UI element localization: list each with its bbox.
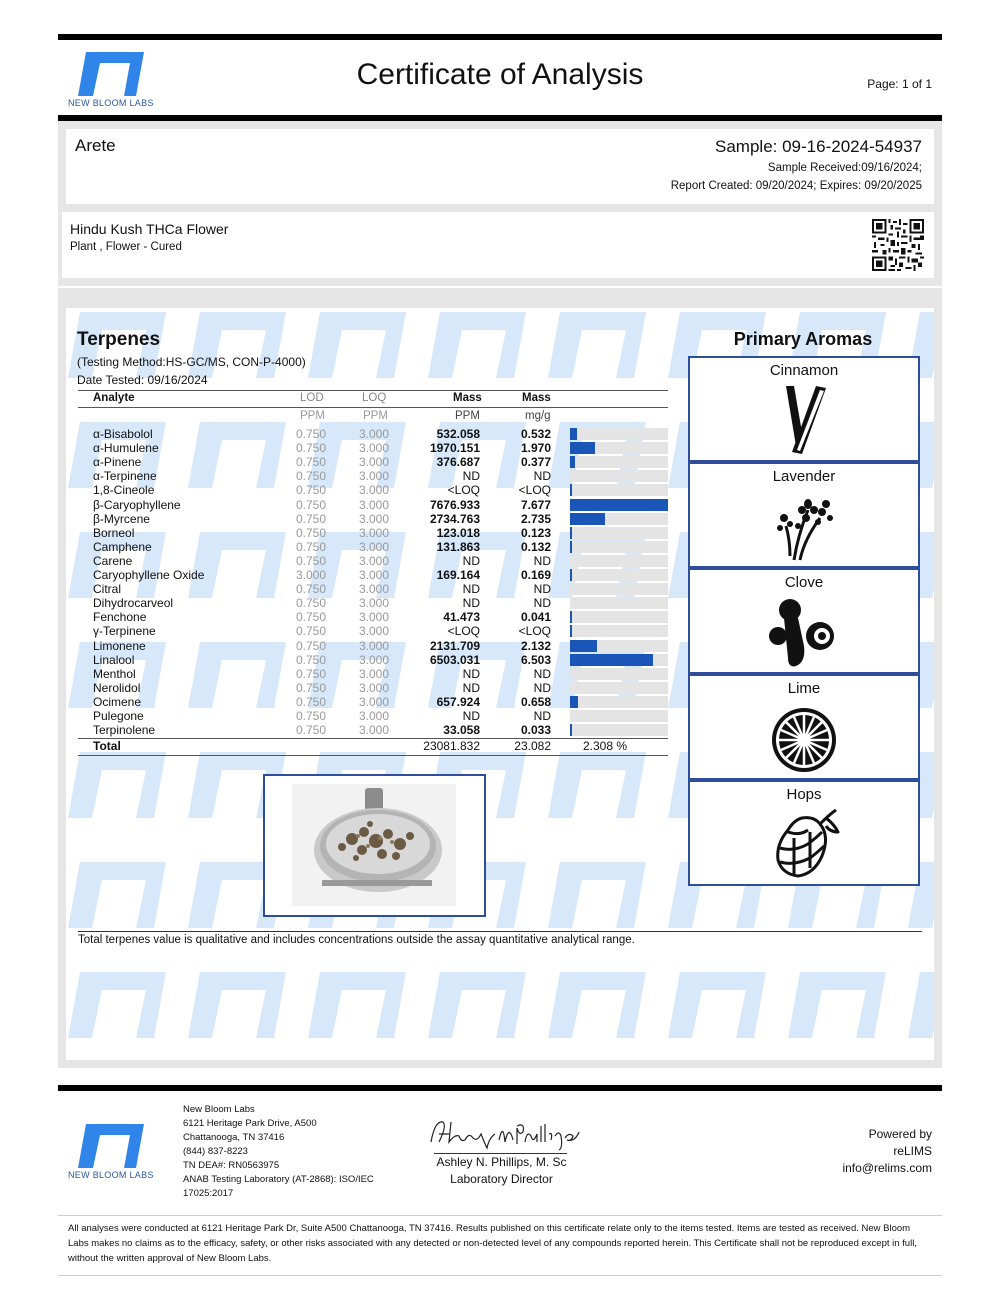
analyte-name: Linalool (93, 652, 135, 667)
footer-top-rule (58, 1085, 942, 1091)
analyte-name: Fenchone (93, 610, 147, 625)
footer-logo (68, 1124, 168, 1184)
table-header-rule (78, 407, 668, 408)
bar-fill (570, 611, 572, 623)
address-line: TN DEA#: RN0563975 (183, 1160, 280, 1171)
bar-fill (570, 484, 572, 496)
mass-ppm-value: <LOQ (447, 624, 480, 639)
mass-ppm-value: 376.687 (436, 455, 480, 470)
analyte-name: Menthol (93, 666, 136, 681)
footnote-rule (78, 931, 922, 932)
loq-value: 3.000 (358, 610, 389, 625)
aroma-label: Clove (784, 574, 824, 591)
mass-ppm-value: 33.058 (443, 723, 480, 738)
loq-value: 3.000 (358, 666, 389, 681)
powered-by-label: Powered by (868, 1127, 932, 1141)
bar-fill (570, 724, 572, 736)
lod-value: 0.750 (295, 596, 326, 611)
lod-value: 0.750 (295, 582, 326, 597)
lod-value: 0.750 (295, 525, 326, 540)
mass-mg-value: 2.132 (520, 638, 551, 653)
testing-method: (Testing Method:HS-GC/MS, CON-P-4000) (77, 355, 306, 369)
lod-value: 0.750 (295, 694, 326, 709)
report-dates: Report Created: 09/20/2024; Expires: 09/20/2025 (670, 180, 922, 192)
total-ppm: 23081.832 (423, 739, 480, 753)
disclaimer-text: All analyses were conducted at 6121 Heritage Park Dr, Suite A500 Chattanooga, TN 37416. Results published on this certificate relate only to the items tested. Items are tested as received. New Bloom Labs makes no claims as to the efficacy, safety, or other risks associated with any detected or non-detected level of any compounds reported herein. This Certificate shall not be reproduced except in full, without the written approval of New Bloom Labs. (68, 1223, 917, 1264)
loq-value: 3.000 (358, 596, 389, 611)
bar-fill (570, 654, 653, 666)
mass-mg-value: ND (533, 596, 551, 611)
analyte-name: Pulegone (93, 709, 144, 723)
mass-ppm-value: ND (462, 582, 480, 597)
mass-mg-value: 6.503 (520, 652, 551, 667)
top-rule (58, 34, 942, 40)
mass-ppm-value: ND (462, 553, 480, 568)
lod-value: 0.750 (295, 652, 326, 667)
powered-by-brand: reLIMS (893, 1144, 932, 1158)
header-mass-ppm: Mass (453, 392, 482, 404)
client-name: Arete (75, 136, 116, 155)
aroma-lime (688, 674, 920, 780)
analyte-name: α-Humulene (93, 441, 159, 456)
mass-mg-value: 0.658 (520, 694, 551, 709)
lod-value: 0.750 (295, 427, 326, 441)
bar-track (570, 442, 668, 454)
date-tested: Date Tested: 09/16/2024 (77, 373, 208, 387)
loq-value: 3.000 (358, 723, 389, 738)
primary-aromas-title: Primary Aromas (733, 329, 873, 349)
bar-fill (570, 569, 572, 581)
loq-value: 3.000 (358, 441, 389, 456)
bar-fill (570, 696, 578, 708)
logo-mark-icon (78, 1124, 144, 1168)
mass-mg-value: ND (533, 680, 551, 695)
header-analyte: Analyte (93, 392, 135, 404)
mass-mg-value: ND (533, 553, 551, 568)
aroma-label: Hops (786, 786, 822, 803)
bar-track (570, 499, 668, 511)
lod-value: 0.750 (295, 723, 326, 738)
loq-value: 3.000 (358, 455, 389, 470)
mass-ppm-value: 2734.763 (429, 511, 480, 526)
bar-track (570, 640, 668, 652)
analyte-name: Borneol (93, 525, 135, 540)
mass-ppm-value: 532.058 (436, 427, 480, 441)
analyte-name: γ-Terpinene (93, 624, 156, 639)
bar-track (570, 456, 668, 468)
bar-fill (570, 428, 577, 440)
loq-value: 3.000 (358, 652, 389, 667)
sample-photo (292, 784, 456, 906)
sample-received: Sample Received:09/16/2024; (767, 162, 922, 174)
mass-mg-value: 0.041 (520, 610, 551, 625)
aroma-hops (688, 780, 920, 886)
bar-track (570, 668, 668, 680)
header-loq: LOQ (362, 392, 387, 404)
analyte-name: β-Myrcene (93, 511, 150, 526)
lod-value: 0.750 (295, 511, 326, 526)
analyte-name: Camphene (93, 539, 152, 554)
mass-mg-value: ND (533, 666, 551, 681)
mass-mg-value: <LOQ (518, 624, 551, 639)
analyte-name: Caryophyllene Oxide (93, 568, 205, 582)
aroma-label: Cinnamon (769, 362, 839, 379)
bar-fill (570, 442, 595, 454)
mass-ppm-value: ND (462, 709, 480, 723)
aroma-lavender (688, 462, 920, 568)
bar-track (570, 654, 668, 666)
analyte-name: α-Pinene (93, 455, 142, 470)
mass-ppm-value: 657.924 (436, 694, 480, 709)
bar-track (570, 724, 668, 736)
bar-track (570, 597, 668, 609)
mass-mg-value: 0.123 (520, 525, 551, 540)
unit-mass-mg: mg/g (525, 410, 551, 422)
bar-track (570, 611, 668, 623)
loq-value: 3.000 (358, 709, 389, 723)
aroma-clove (688, 568, 920, 674)
bar-fill (570, 541, 572, 553)
unit-lod: PPM (300, 410, 325, 422)
page-title: Certificate of Analysis (356, 58, 644, 91)
mass-ppm-value: 131.863 (436, 539, 480, 554)
mass-mg-value: 0.377 (520, 455, 551, 470)
signature-role: Laboratory Director (450, 1172, 553, 1186)
address-line: 17025:2017 (183, 1188, 234, 1199)
mass-ppm-value: ND (462, 596, 480, 611)
sample-photo-frame (263, 774, 486, 917)
lod-value: 0.750 (295, 638, 326, 653)
total-label: Total (93, 739, 121, 753)
lavender-icon (764, 490, 844, 562)
mass-ppm-value: 7676.933 (429, 497, 480, 512)
sample-id: Sample: 09-16-2024-54937 (715, 137, 922, 156)
mass-mg-value: 2.735 (520, 511, 551, 526)
analyte-name: Dihydrocarveol (93, 596, 174, 611)
signature-name: Ashley N. Phillips, M. Sc (436, 1155, 567, 1169)
analyte-name: 1,8-Cineole (93, 483, 155, 498)
table-total-rule (78, 738, 668, 739)
lod-value: 0.750 (295, 680, 326, 695)
lod-value: 3.000 (295, 568, 326, 582)
mass-mg-value: 7.677 (520, 497, 551, 512)
aroma-cinnamon (688, 356, 920, 462)
loq-value: 3.000 (358, 680, 389, 695)
mass-ppm-value: 169.164 (436, 568, 480, 582)
lod-value: 0.750 (295, 455, 326, 470)
lod-value: 0.750 (295, 624, 326, 639)
bar-track (570, 470, 668, 482)
analyte-name: Terpinolene (93, 723, 156, 738)
lod-value: 0.750 (295, 497, 326, 512)
lod-value: 0.750 (295, 610, 326, 625)
loq-value: 3.000 (358, 694, 389, 709)
mass-ppm-value: 41.473 (443, 610, 480, 625)
bar-fill (570, 527, 572, 539)
analyte-name: β-Caryophyllene (93, 497, 181, 512)
product-type: Plant , Flower - Cured (70, 241, 182, 253)
bar-track (570, 484, 668, 496)
bar-fill (570, 499, 668, 511)
loq-value: 3.000 (358, 638, 389, 653)
total-mg: 23.082 (514, 739, 551, 753)
mass-mg-value: <LOQ (518, 483, 551, 498)
lod-value: 0.750 (295, 553, 326, 568)
lod-value: 0.750 (295, 441, 326, 456)
address-line: (844) 837-8223 (183, 1146, 248, 1157)
address-line: ANAB Testing Laboratory (AT-2868): ISO/IEC (183, 1174, 374, 1185)
unit-loq: PPM (363, 410, 388, 422)
mass-mg-value: 0.169 (520, 568, 551, 582)
lod-value: 0.750 (295, 709, 326, 723)
mass-mg-value: 0.033 (520, 723, 551, 738)
address-line: Chattanooga, TN 37416 (183, 1132, 285, 1143)
mass-mg-value: 0.532 (520, 427, 551, 441)
loq-value: 3.000 (358, 525, 389, 540)
mass-ppm-value: ND (462, 680, 480, 695)
mass-ppm-value: ND (462, 469, 480, 484)
terpenes-footnote: Total terpenes value is qualitative and includes concentrations outside the assay quantitative analytical range. (78, 934, 635, 946)
page-number: Page: 1 of 1 (867, 77, 932, 91)
signature-line (434, 1153, 567, 1154)
bar-track (570, 569, 668, 581)
loq-value: 3.000 (358, 497, 389, 512)
total-percent: 2.308 % (583, 739, 628, 753)
cinnamon-icon (764, 384, 844, 456)
bar-track (570, 583, 668, 595)
mass-ppm-value: 6503.031 (429, 652, 480, 667)
aroma-label: Lavender (772, 468, 836, 485)
lod-value: 0.750 (295, 539, 326, 554)
table-bottom-rule (78, 755, 668, 756)
bar-fill (570, 625, 572, 637)
unit-mass-ppm: PPM (455, 410, 480, 422)
lod-value: 0.750 (295, 666, 326, 681)
analyte-name: Carene (93, 553, 133, 568)
bar-track (570, 555, 668, 567)
mass-mg-value: ND (533, 709, 551, 723)
logo-text: NEW BLOOM LABS (68, 98, 154, 108)
mass-mg-value: ND (533, 469, 551, 484)
disclaimer-top-rule (58, 1215, 942, 1216)
bar-track (570, 428, 668, 440)
bar-track (570, 696, 668, 708)
loq-value: 3.000 (358, 483, 389, 498)
header-lod: LOD (300, 392, 324, 404)
mass-mg-value: ND (533, 582, 551, 597)
bar-track (570, 682, 668, 694)
bar-fill (570, 640, 597, 652)
loq-value: 3.000 (358, 469, 389, 484)
mass-ppm-value: 1970.151 (429, 441, 480, 456)
lod-value: 0.750 (295, 483, 326, 498)
lab-address (183, 1103, 374, 1201)
loq-value: 3.000 (358, 427, 389, 441)
product-name: Hindu Kush THCa Flower (70, 221, 229, 237)
lod-value: 0.750 (295, 469, 326, 484)
disclaimer-bottom-rule (58, 1275, 942, 1276)
bar-fill (570, 456, 575, 468)
bar-track (570, 513, 668, 525)
terpenes-title: Terpenes (77, 329, 161, 350)
director-signature (425, 1112, 585, 1152)
lime-icon (764, 702, 844, 774)
analyte-name: Ocimene (93, 694, 142, 709)
analyte-name: Nerolidol (93, 680, 141, 695)
bar-track (570, 541, 668, 553)
clove-icon (764, 596, 844, 668)
loq-value: 3.000 (358, 511, 389, 526)
mass-mg-value: 0.132 (520, 539, 551, 554)
bar-track (570, 710, 668, 722)
loq-value: 3.000 (358, 568, 389, 582)
loq-value: 3.000 (358, 624, 389, 639)
header-mass-mg: Mass (522, 392, 551, 404)
analyte-name: α-Terpinene (93, 469, 157, 484)
hops-icon (764, 808, 844, 880)
mass-ppm-value: 123.018 (436, 525, 480, 540)
bar-track (570, 527, 668, 539)
mass-mg-value: 1.970 (520, 441, 551, 456)
powered-by-email[interactable]: info@relims.com (842, 1161, 932, 1175)
analyte-name: Limonene (93, 638, 146, 653)
address-line: 6121 Heritage Park Drive, A500 (183, 1118, 317, 1129)
mass-ppm-value: ND (462, 666, 480, 681)
analyte-name: α-Bisabolol (93, 427, 153, 441)
loq-value: 3.000 (358, 539, 389, 554)
mass-ppm-value: 2131.709 (429, 638, 480, 653)
address-line: New Bloom Labs (183, 1104, 255, 1115)
analyte-name: Citral (93, 582, 122, 597)
logo-text: NEW BLOOM LABS (68, 1170, 154, 1180)
qr-code-icon (872, 219, 924, 271)
loq-value: 3.000 (358, 582, 389, 597)
bar-fill (570, 513, 605, 525)
loq-value: 3.000 (358, 553, 389, 568)
mass-ppm-value: <LOQ (447, 483, 480, 498)
table-top-rule (78, 390, 668, 391)
aroma-label: Lime (787, 680, 821, 697)
bar-track (570, 625, 668, 637)
